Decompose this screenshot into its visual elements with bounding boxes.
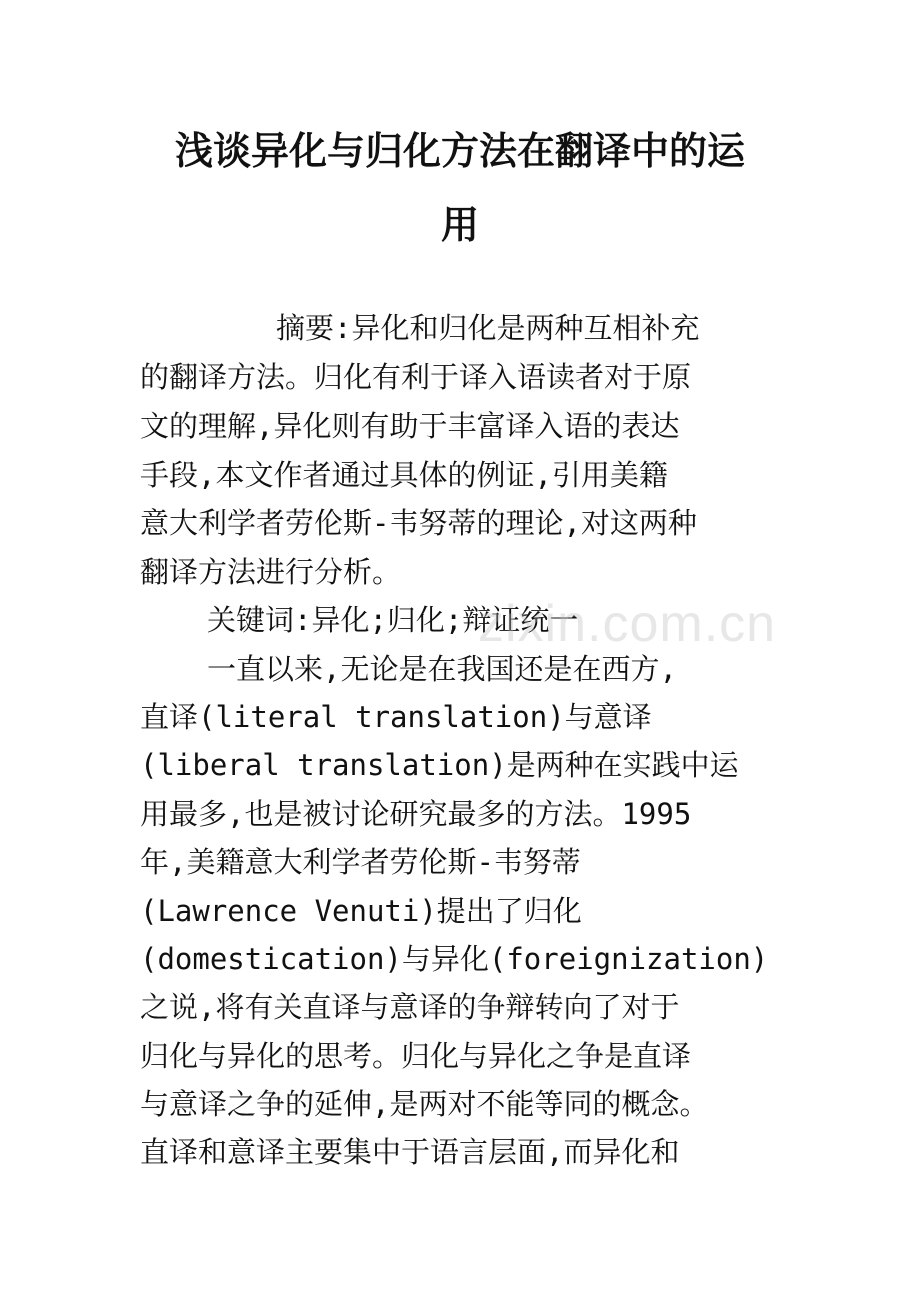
document-title-line-1: 浅谈异化与归化方法在翻译中的运 bbox=[174, 128, 745, 173]
body-line-11: 直译和意译主要集中于语言层面,而异化和 bbox=[140, 1135, 680, 1169]
abstract-line-1: 摘要:异化和归化是两种互相补充 bbox=[276, 311, 700, 345]
abstract-line-3: 文的理解,异化则有助于丰富译入语的表达 bbox=[140, 409, 680, 443]
abstract-line-2: 的翻译方法。归化有利于译入语读者对于原 bbox=[140, 360, 692, 394]
keywords-line: 关键词:异化;归化;辩证统一 bbox=[207, 603, 579, 637]
body-line-5: 年,美籍意大利学者劳伦斯-韦努蒂 bbox=[140, 845, 581, 879]
body-line-6: (Lawrence Venuti)提出了归化 bbox=[140, 894, 582, 928]
body-line-1: 一直以来,无论是在我国还是在西方, bbox=[207, 652, 677, 686]
body-line-3: (liberal translation)是两种在实践中运 bbox=[140, 748, 739, 782]
document-title-line-2: 用 bbox=[440, 202, 479, 247]
abstract-line-4: 手段,本文作者通过具体的例证,引用美籍 bbox=[140, 458, 668, 492]
body-line-4: 用最多,也是被讨论研究最多的方法。1995 bbox=[140, 797, 692, 831]
abstract-line-5: 意大利学者劳伦斯-韦努蒂的理论,对这两种 bbox=[140, 506, 697, 540]
watermark-text: zixin.com.cn bbox=[478, 595, 777, 653]
body-line-8: 之说,将有关直译与意译的争辩转向了对于 bbox=[140, 990, 680, 1024]
abstract-line-6: 翻译方法进行分析。 bbox=[140, 555, 402, 589]
body-line-7: (domestication)与异化(foreignization) bbox=[140, 942, 769, 976]
body-line-2: 直译(literal translation)与意译 bbox=[140, 700, 652, 734]
body-line-10: 与意译之争的延伸,是两对不能等同的概念。 bbox=[140, 1087, 709, 1121]
body-line-9: 归化与异化的思考。归化与异化之争是直译 bbox=[140, 1039, 692, 1073]
